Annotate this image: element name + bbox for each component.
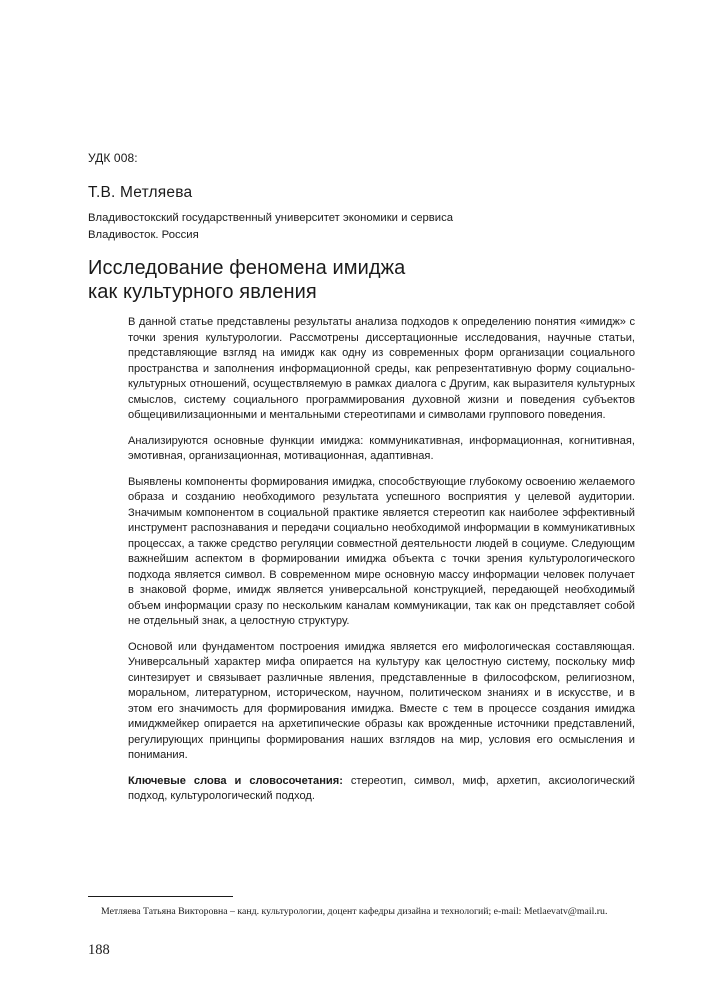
abstract-paragraph-4: Основой или фундаментом построения имиджа является его мифологическая составляющая. Универсальный характер мифа опирается на культуру как целостную систему, поскольку миф синтезирует и связывает различные явления, представленные в философском, религиозном, моральном, литературном, историческом, научном, политическом знаниях и в искусстве, и в этом его значимость для формирования имиджа. Вместе с тем в процессе создания имиджа имиджмейкер опирается на архетипические образы как врожденные источники представлений, регулирующих принципы формирования наших взглядов на мир, условия его осмысления и понимания. [128, 640, 635, 761]
affiliation [88, 210, 453, 243]
keywords-paragraph [128, 774, 635, 805]
abstract-paragraph-3: Выявлены компоненты формирования имиджа, способствующие глубокому освоению желаемого образа и созданию необходимого результата успешного восприятия у целевой аудитории. Значимым компонентом в социальной практике является стереотип как наиболее эффективный инструмент распознавания и передачи социально необходимой информации в коммуникативных процессах, а также средство регуляции совместной деятельности людей в социуме. Следующим важнейшим аспектом в формировании имиджа объекта с точки зрения культурологического подхода является символ. В современном мире основную массу информации человек получает в знаковой форме, имидж является универсальной конструкцией, передающей необходимый объем информации сразу по нескольким каналам коммуникации, так как он представляет собой не отдельный знак, а целостную структуру. [128, 475, 635, 627]
footnote-separator [88, 896, 233, 897]
abstract-paragraph-2: Анализируются основные функции имиджа: коммуникативная, информационная, когнитивная, эмотивная, организационная, мотивационная, адаптивная. [128, 434, 635, 462]
abstract [128, 315, 635, 805]
udk-code: УДК 008: [88, 151, 138, 165]
page-number: 188 [88, 942, 110, 958]
affiliation-city: Владивосток. Россия [88, 228, 199, 241]
author-footnote: Метляева Татьяна Викторовна – канд. культурологии, доцент кафедры дизайна и технологий; e-mail: Metlaevatv@mail.ru. [101, 906, 608, 917]
affiliation-university: Владивостокский государственный университет экономики и сервиса [88, 212, 454, 224]
author-name: Т.В. Метляева [88, 184, 193, 201]
keywords-label: Ключевые слова и словосочетания: [128, 774, 343, 787]
article-title [88, 256, 405, 304]
abstract-paragraph-1: В данной статье представлены результаты анализа подходов к определению понятия «имидж» с точки зрения культурологии. Рассмотрены диссертационные исследования, научные статьи, представляющие взгляд на имидж как одну из современных форм организации социального пространства и заполнения информационной среды, как репрезентативную форму социально-культурных отношений, осуществляемую в рамках диалога с Другим, как выразителя культурных смыслов, систему социального программирования духовной жизни и поведения субъектов общецивилизационными и ментальными стереотипами и символами группового поведения. [128, 316, 635, 421]
keywords-list: стереотип, символ, миф, архетип, аксиологический подход, культурологический подход. [128, 774, 635, 802]
article-title-line-2: как культурного явления [88, 281, 317, 303]
article-title-line-1: Исследование феномена имиджа [88, 257, 406, 279]
